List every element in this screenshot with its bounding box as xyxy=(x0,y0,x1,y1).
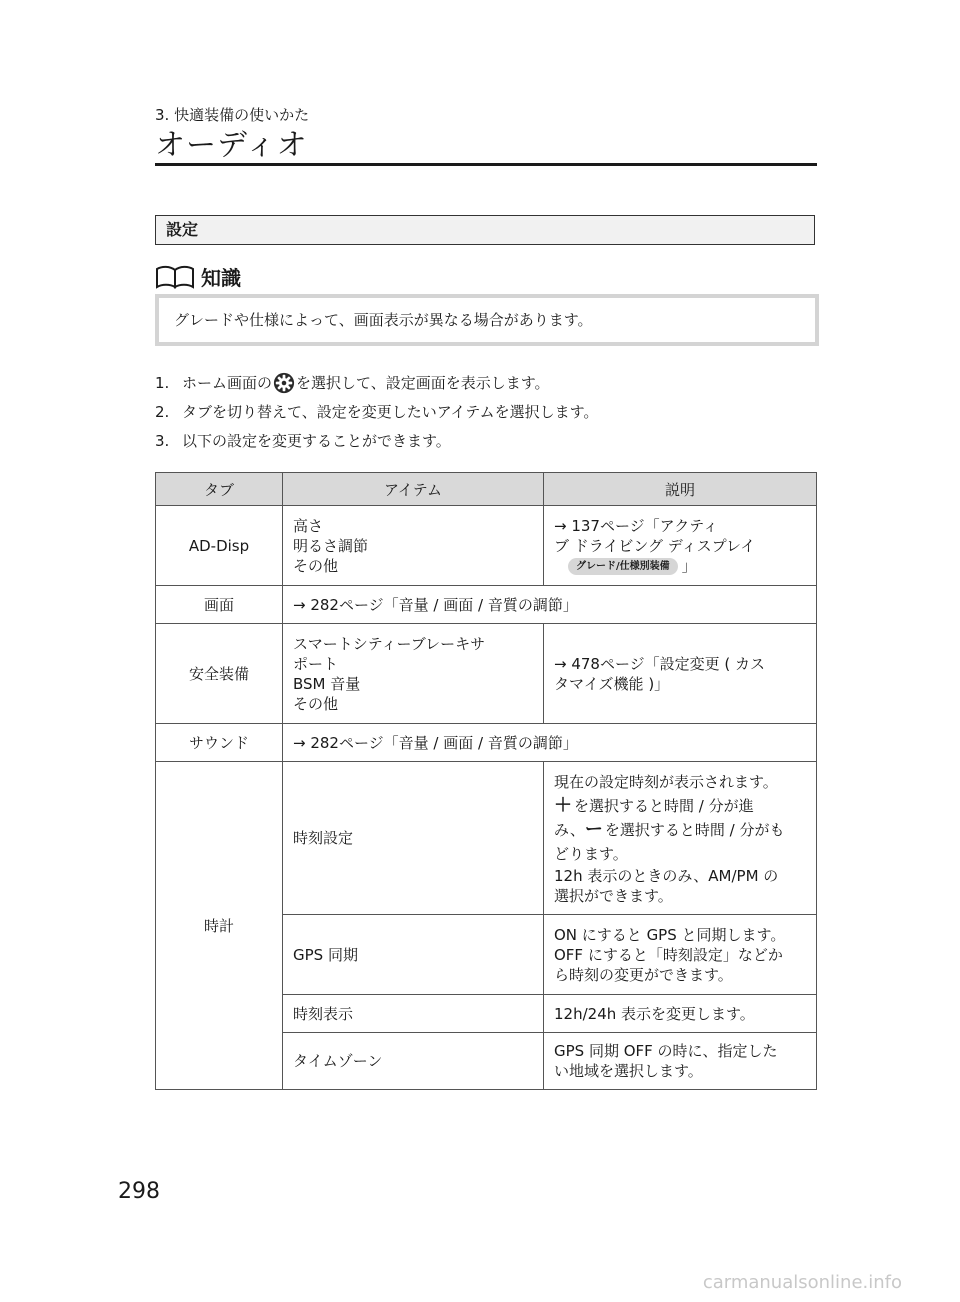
desc-line: ON にすると GPS と同期します。 xyxy=(554,925,786,944)
desc-line: GPS 同期 OFF の時に、指定した xyxy=(554,1042,778,1060)
desc-line: 現在の設定時刻が表示されます。 xyxy=(554,773,778,791)
desc-line xyxy=(554,794,806,818)
step-text: を選択して、設定画面を表示します。 xyxy=(296,374,550,392)
item-cell: タイムゾーン xyxy=(283,1033,544,1090)
settings-table xyxy=(155,472,817,1090)
desc-line xyxy=(554,818,806,842)
step-1 xyxy=(155,368,598,397)
description-cell xyxy=(544,1033,817,1090)
step-number: 2. xyxy=(155,402,170,421)
item-cell xyxy=(283,624,544,724)
header-description: 説明 xyxy=(544,473,817,506)
table-row xyxy=(156,724,817,762)
item-line: スマートシティーブレーキサ xyxy=(293,634,486,653)
step-text: タブを切り替えて、設定を変更したいアイテムを選択します。 xyxy=(182,403,599,421)
description-cell: → 282ページ「音量 / 画面 / 音質の調節」 xyxy=(283,724,817,762)
step-number: 3. xyxy=(155,431,170,450)
table-row xyxy=(156,624,817,724)
breadcrumb: 3. 快適装備の使いかた xyxy=(155,106,310,124)
table-row xyxy=(156,586,817,624)
watermark: carmanualsonline.info xyxy=(702,1272,902,1293)
description-cell: 12h/24h 表示を変更します。 xyxy=(544,995,817,1033)
tab-cell: AD-Disp xyxy=(156,506,283,586)
section-heading: 設定 xyxy=(155,215,815,245)
step-list xyxy=(155,368,598,455)
title-divider xyxy=(155,163,817,166)
step-3 xyxy=(155,426,598,455)
description-cell xyxy=(544,506,817,586)
description-cell: → 282ページ「音量 / 画面 / 音質の調節」 xyxy=(283,586,817,624)
desc-text: を選択すると時間 / 分が進 xyxy=(574,797,754,815)
item-line: ポート xyxy=(293,654,339,673)
knowledge-note: グレードや仕様によって、画面表示が異なる場合があります。 xyxy=(155,294,819,346)
knowledge-label: 知識 xyxy=(201,266,241,290)
desc-line: ら時刻の変更ができます。 xyxy=(554,965,733,984)
desc-text: み、 xyxy=(554,821,585,839)
desc-line: → 137ページ「アクティ xyxy=(554,516,719,535)
tab-cell: 時計 xyxy=(156,762,283,1090)
item-line: BSM 音量 xyxy=(293,674,361,693)
desc-line: 選択ができます。 xyxy=(554,887,673,905)
knowledge-heading xyxy=(155,262,241,291)
tab-cell: 安全装備 xyxy=(156,624,283,724)
table-row xyxy=(156,762,817,915)
gear-icon xyxy=(273,372,295,394)
table-header-row xyxy=(156,473,817,506)
header-tab: タブ xyxy=(156,473,283,506)
description-cell xyxy=(544,762,817,915)
desc-text: を選択すると時間 / 分がも xyxy=(604,821,785,839)
item-line: 明るさ調節 xyxy=(293,536,369,555)
step-2 xyxy=(155,397,598,426)
step-text: ホーム画面の xyxy=(182,374,273,392)
desc-line: → 478ページ「設定変更 ( カス xyxy=(554,654,766,673)
tab-cell: サウンド xyxy=(156,724,283,762)
item-cell xyxy=(283,506,544,586)
desc-line: 12h 表示のときのみ、AM/PM の xyxy=(554,867,779,885)
desc-line: どります。 xyxy=(554,845,628,863)
page-title: オーディオ xyxy=(155,128,308,163)
book-icon xyxy=(155,265,195,289)
item-cell: 時刻表示 xyxy=(283,995,544,1033)
grade-badge: グレード/仕様別装備 xyxy=(568,558,678,575)
desc-line: ブ ドライビング ディスプレイ xyxy=(554,536,756,555)
tab-cell: 画面 xyxy=(156,586,283,624)
item-line: その他 xyxy=(293,694,339,713)
item-cell: 時刻設定 xyxy=(283,762,544,915)
header-item: アイテム xyxy=(283,473,544,506)
item-line: その他 xyxy=(293,556,339,575)
item-cell: GPS 同期 xyxy=(283,915,544,995)
description-cell xyxy=(544,915,817,995)
item-line: 高さ xyxy=(293,516,324,535)
desc-line xyxy=(554,556,806,576)
minus-icon: ー xyxy=(584,819,603,840)
desc-line: い地域を選択します。 xyxy=(554,1062,703,1080)
table-row xyxy=(156,506,817,586)
plus-icon: ＋ xyxy=(554,795,572,816)
desc-line: OFF にすると「時刻設定」などか xyxy=(554,945,783,964)
description-cell xyxy=(544,624,817,724)
desc-text: 」 xyxy=(681,556,697,575)
step-text: 以下の設定を変更することができます。 xyxy=(182,432,451,450)
step-number: 1. xyxy=(155,373,170,392)
desc-line: タマイズ機能 )」 xyxy=(554,674,670,693)
page-number: 298 xyxy=(118,1179,160,1204)
